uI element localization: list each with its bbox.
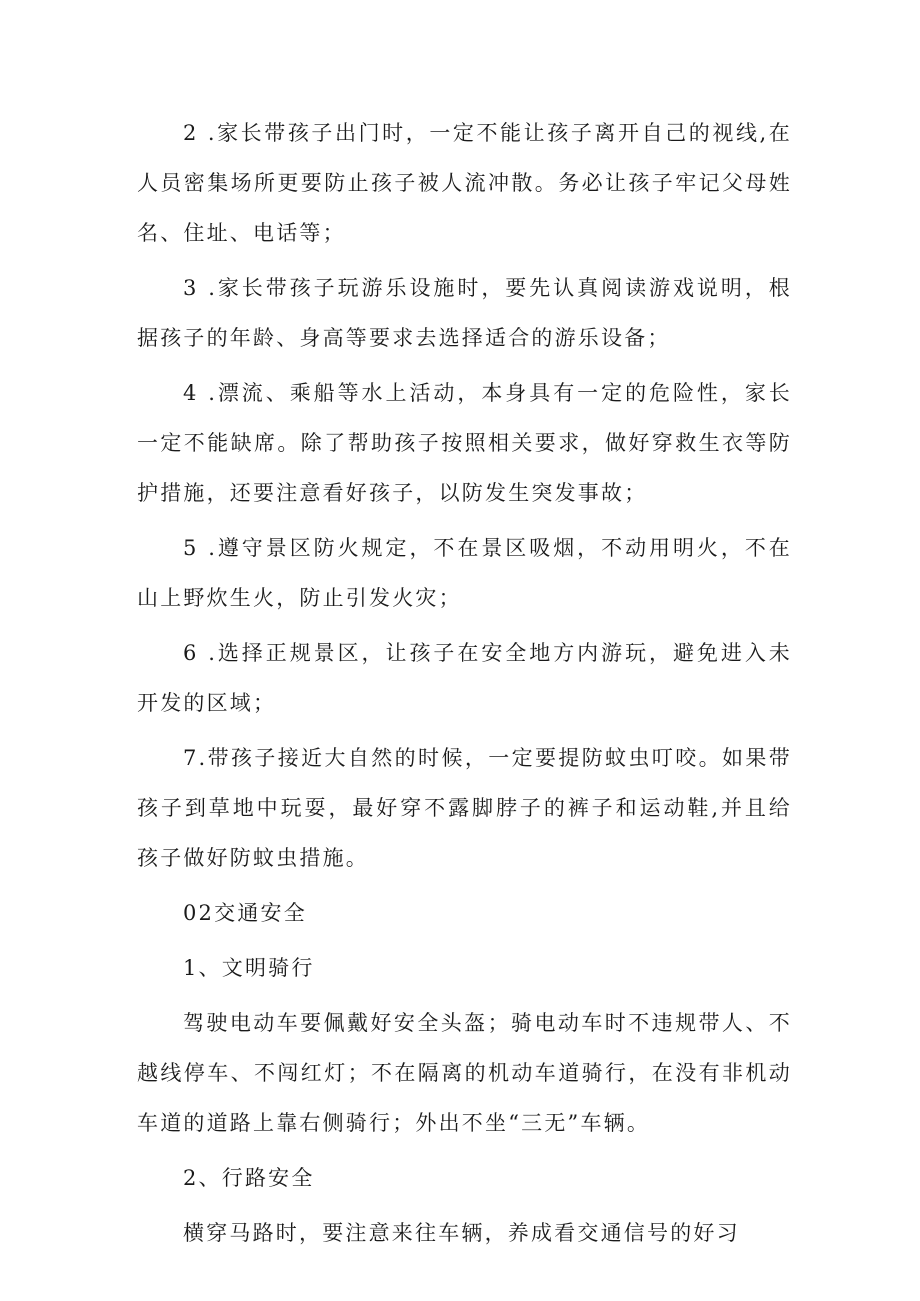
section-heading-traffic-safety: 02交通安全	[183, 901, 307, 925]
list-item-7: 7.带孩子接近大自然的时候，一定要提防蚊虫叮咬。如果带孩子到草地中玩耍，最好穿不露脚脖子的裤子和运动鞋,并且给孩子做好防蚊虫措施。	[137, 746, 792, 870]
list-item-6: 6 .选择正规景区，让孩子在安全地方内游玩，避免进入未开发的区域；	[137, 641, 792, 715]
list-item-3: 3 .家长带孩子玩游乐设施时，要先认真阅读游戏说明，根据孩子的年龄、身高等要求去选择适合的游乐设备；	[137, 276, 792, 350]
document-body	[137, 108, 792, 1263]
subheading-civilized-riding: 1、文明骑行	[183, 956, 315, 980]
paragraph-walking-safety: 横穿马路时，要注意来往车辆，养成看交通信号的好习	[183, 1221, 740, 1245]
list-item-5: 5 .遵守景区防火规定，不在景区吸烟，不动用明火，不在山上野炊生火，防止引发火灾；	[137, 536, 792, 610]
list-item-2: 2 .家长带孩子出门时，一定不能让孩子离开自己的视线,在人员密集场所更要防止孩子被人流冲散。务必让孩子牢记父母姓名、住址、电话等；	[137, 121, 792, 245]
subheading-walking-safety: 2、行路安全	[183, 1166, 315, 1190]
paragraph-civilized-riding: 驾驶电动车要佩戴好安全头盔；骑电动车时不违规带人、不越线停车、不闯红灯；不在隔离的机动车道骑行，在没有非机动车道的道路上靠右侧骑行；外出不坐“三无”车辆。	[137, 1011, 792, 1135]
list-item-4: 4 .漂流、乘船等水上活动，本身具有一定的危险性，家长一定不能缺席。除了帮助孩子按照相关要求，做好穿救生衣等防护措施，还要注意看好孩子，以防发生突发事故；	[137, 381, 792, 505]
